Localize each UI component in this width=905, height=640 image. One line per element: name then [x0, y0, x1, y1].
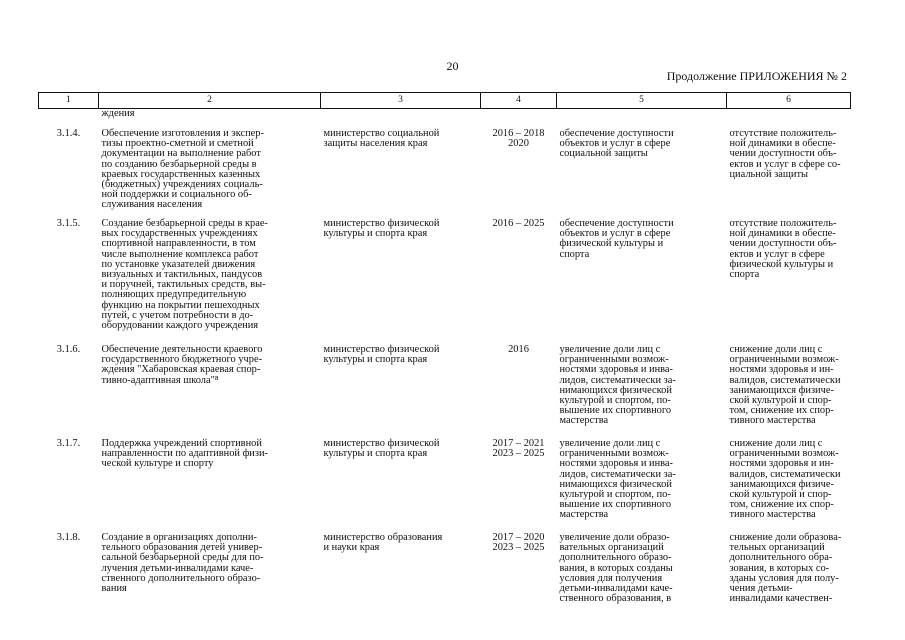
- text-line: зования, в которых со-: [729, 562, 830, 574]
- measure-cell: [99, 343, 321, 437]
- text-line: культуры и спорта края: [323, 448, 428, 460]
- text-line: ограниченными возмож-: [729, 448, 839, 460]
- text-line: ностями здоровья и инва-: [559, 458, 673, 470]
- text-line: мастерства: [559, 509, 609, 521]
- text-line: министерство физической: [323, 438, 440, 449]
- row-number-cell: [39, 109, 99, 128]
- text-line: 2016: [508, 344, 529, 355]
- row-number-cell: 3.1.7.: [56, 438, 81, 449]
- text-line: по созданию безбарьерной среды в: [101, 158, 257, 170]
- text-line: занимающихся физиче-: [729, 478, 834, 490]
- text-line: министерство физической: [323, 344, 440, 355]
- consequence-cell: [727, 109, 851, 128]
- measures-table: [38, 92, 851, 623]
- text-line: ограниченными возмож-: [559, 448, 669, 460]
- column-header-3: 3: [321, 93, 481, 109]
- text-line: сальной безбарьерной среды для по-: [101, 552, 264, 564]
- text-line: тивного мастерства: [729, 509, 816, 521]
- result-cell: [557, 531, 727, 623]
- text-line: нимающихся физической: [559, 478, 672, 490]
- text-line: и поручней, тактильных средств, вы-: [101, 279, 266, 291]
- column-header-1: 1: [39, 93, 99, 109]
- consequence-cell: [727, 217, 851, 343]
- text-line: лучения детьми-инвалидами каче-: [101, 562, 254, 574]
- text-line: 2016 – 2018: [492, 128, 545, 139]
- text-line: дополнительного образо-: [559, 552, 672, 564]
- text-line: ектов и услуг в сфере со-: [729, 158, 841, 170]
- text-line: физической культуры и: [729, 258, 834, 270]
- text-line: тивного мастерства: [729, 415, 816, 427]
- measure-cell: [99, 531, 321, 623]
- text-line: ектов и услуг в сфере: [729, 248, 825, 260]
- text-line: оборудовании каждого учреждения: [101, 320, 259, 332]
- result-cell: [557, 343, 727, 437]
- text-line: ограниченными возмож-: [559, 354, 669, 366]
- result-cell: [557, 109, 727, 128]
- text-line: снижение доли лиц с: [729, 438, 823, 449]
- text-line: обеспечение доступности: [559, 218, 674, 229]
- text-line: зданы условия для полу-: [729, 572, 839, 584]
- text-line: мастерства: [559, 415, 609, 427]
- row-number-cell: 3.1.5.: [56, 218, 81, 229]
- text-line: Создание в организациях дополни-: [101, 532, 257, 543]
- text-line: ной поддержки и социального об-: [101, 189, 252, 201]
- text-line: вания: [101, 583, 127, 595]
- text-line: полняющих предупредительную: [101, 289, 247, 301]
- text-line: чении доступности объ-: [729, 148, 837, 160]
- text-line: объектов и услуг в сфере: [559, 138, 671, 150]
- text-line: направленности по адаптивной физи-: [101, 448, 268, 460]
- text-line: 2017 – 2021: [492, 438, 545, 449]
- text-line: тельных организаций: [729, 542, 825, 554]
- text-line: 2017 – 2020: [492, 532, 545, 543]
- text-line: занимающихся физиче-: [729, 384, 834, 396]
- text-line: условия для получения: [559, 572, 663, 584]
- text-line: вышение их спортивного: [559, 499, 672, 511]
- text-line: объектов и услуг в сфере: [559, 228, 671, 240]
- text-line: по установке указателей движения: [101, 258, 256, 270]
- text-line: числе выполнение комплекса работ: [101, 248, 259, 260]
- consequence-cell: [727, 343, 851, 437]
- text-line: документации на выполнение работ: [101, 148, 261, 160]
- text-line: лидов, систематически за-: [559, 374, 676, 386]
- text-line: ческой культуре и спорту: [101, 458, 214, 470]
- column-header-6: 6: [727, 93, 851, 109]
- text-line: чении доступности объ-: [729, 238, 837, 250]
- column-header-4: 4: [481, 93, 557, 109]
- text-line: культуры и спорта края: [323, 228, 428, 240]
- continued-row: [39, 109, 851, 128]
- table-row: [39, 531, 851, 623]
- text-line: инвалидами качествен-: [729, 593, 833, 605]
- text-line: ностями здоровья и ин-: [729, 458, 834, 470]
- result-cell: [557, 127, 727, 217]
- consequence-cell: [727, 127, 851, 217]
- measure-cell: [99, 217, 321, 343]
- measure-cell: [99, 109, 321, 128]
- row-number-cell: 3.1.4.: [56, 128, 81, 139]
- text-line: вышение их спортивного: [559, 405, 672, 417]
- text-line: ностями здоровья и ин-: [729, 364, 834, 376]
- column-header-5: 5: [557, 93, 727, 109]
- table-row: [39, 437, 851, 531]
- text-line: снижение доли образова-: [729, 532, 842, 543]
- years-cell: [481, 343, 557, 437]
- page-number: 20: [446, 59, 459, 73]
- column-header-2: 2: [99, 93, 321, 109]
- text-line: тизы проектно-сметной и сметной: [101, 138, 254, 150]
- text-line: 2020: [508, 138, 529, 150]
- text-line: Обеспечение деятельности краевого: [101, 344, 263, 355]
- text-line: ственного образования, в: [559, 593, 672, 605]
- text-line: увеличение доли лиц с: [559, 438, 661, 449]
- text-line: валидов, систематически: [729, 468, 841, 480]
- table-row: [39, 127, 851, 217]
- text-line: культурой и спортом, по-: [559, 395, 671, 407]
- text-line: ограниченными возмож-: [729, 354, 839, 366]
- years-cell: [481, 531, 557, 623]
- text-line: вания, в которых созданы: [559, 562, 673, 574]
- text-line: спортивной направленности, в том: [101, 238, 256, 250]
- text-line: Создание безбарьерной среды в крае-: [101, 218, 268, 229]
- text-line: ной динамики в обеспе-: [729, 228, 836, 240]
- executor-cell: [321, 437, 481, 531]
- row-number-cell: 3.1.6.: [56, 344, 81, 355]
- measure-cell: [99, 437, 321, 531]
- consequence-cell: [727, 531, 851, 623]
- table-row: [39, 343, 851, 437]
- executor-cell: [321, 531, 481, 623]
- text-line: нимающихся физической: [559, 384, 672, 396]
- text-line: отсутствие положитель-: [729, 218, 837, 229]
- row-number-cell: 3.1.8.: [56, 532, 81, 543]
- years-cell: [481, 109, 557, 128]
- text-line: министерство образования: [323, 532, 443, 543]
- text-line: снижение доли лиц с: [729, 344, 823, 355]
- text-line: детьми-инвалидами каче-: [559, 583, 673, 595]
- appendix-continuation-label: Продолжение ПРИЛОЖЕНИЯ № 2: [666, 69, 847, 83]
- text-line: отсутствие положитель-: [729, 128, 837, 139]
- text-line: Поддержка учреждений спортивной: [101, 438, 262, 449]
- text-line: увеличение доли лиц с: [559, 344, 661, 355]
- text-line: визуальных и тактильных, пандусов: [101, 269, 263, 281]
- consequence-cell: [727, 437, 851, 531]
- text-line: путей, с учетом потребности в до-: [101, 309, 254, 321]
- years-cell: [481, 127, 557, 217]
- text-line: том, снижение их спор-: [729, 499, 834, 511]
- text-line: культурой и спортом, по-: [559, 489, 671, 501]
- text-line: ностями здоровья и инва-: [559, 364, 673, 376]
- text-line: дополнительного обра-: [729, 552, 833, 564]
- text-line: том, снижение их спор-: [729, 405, 834, 417]
- text-line: 2016 – 2025: [492, 218, 545, 229]
- text-line: спорта: [559, 248, 590, 260]
- text-line: государственного бюджетного учре-: [101, 354, 263, 366]
- text-line: вых государственных учреждениях: [101, 228, 258, 240]
- measure-cell: [99, 127, 321, 217]
- text-line: спорта: [729, 269, 760, 281]
- executor-cell: [321, 127, 481, 217]
- text-line: увеличение доли образо-: [559, 532, 670, 543]
- text-line: тельного образования детей универ-: [101, 542, 263, 554]
- text-line: 2023 – 2025: [492, 542, 545, 554]
- years-cell: [481, 217, 557, 343]
- text-line: ной динамики в обеспе-: [729, 138, 836, 150]
- text-line: министерство физической: [323, 218, 440, 229]
- text-line: лидов, систематически за-: [559, 468, 676, 480]
- text-line: министерство социальной: [323, 128, 440, 139]
- text-line: краевых государственных казенных: [101, 168, 261, 180]
- text-line: служивания населения: [101, 199, 203, 211]
- text-line: (бюджетных) учреждениях социаль-: [101, 179, 263, 191]
- text-line: социальной защиты: [559, 148, 648, 160]
- text-line: ждения "Хабаровская краевая спор-: [101, 364, 261, 376]
- years-cell: [481, 437, 557, 531]
- executor-cell: [321, 109, 481, 128]
- text-line: обеспечение доступности: [559, 128, 674, 139]
- text-line: 2023 – 2025: [492, 448, 545, 460]
- text-line: ждения: [101, 108, 135, 119]
- text-line: чения детьми-: [729, 583, 793, 595]
- text-line: ской культурой и спор-: [729, 395, 832, 407]
- text-line: ственного дополнительного образо-: [101, 572, 261, 584]
- text-line: вательных организаций: [559, 542, 664, 554]
- text-line: Обеспечение изготовления и экспер-: [101, 128, 264, 139]
- column-number-row: [39, 93, 851, 109]
- text-line: функцию на покрытии пешеходных: [101, 299, 260, 311]
- text-line: валидов, систематически: [729, 374, 841, 386]
- result-cell: [557, 217, 727, 343]
- text-line: физической культуры и: [559, 238, 664, 250]
- text-line: циальной защиты: [729, 168, 808, 180]
- table-row: [39, 217, 851, 343]
- text-line: культуры и спорта края: [323, 354, 428, 366]
- text-line: тивно-адаптивная школа"⁸: [101, 374, 219, 386]
- executor-cell: [321, 343, 481, 437]
- result-cell: [557, 437, 727, 531]
- text-line: защиты населения края: [323, 138, 428, 150]
- text-line: ской культурой и спор-: [729, 489, 832, 501]
- executor-cell: [321, 217, 481, 343]
- text-line: и науки края: [323, 542, 380, 554]
